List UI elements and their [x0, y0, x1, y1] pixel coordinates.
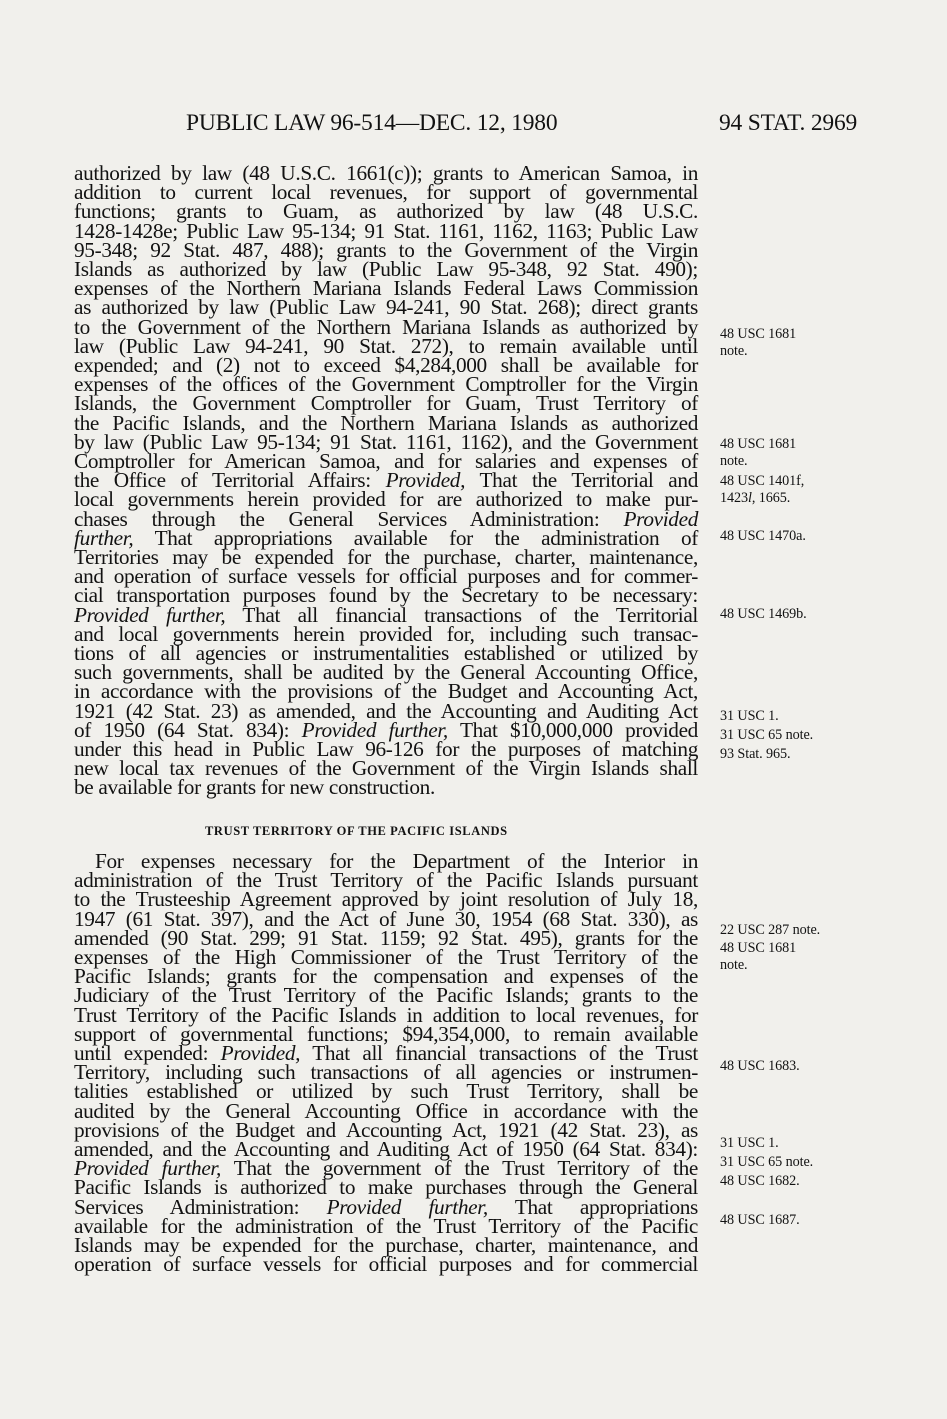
margin-note: note.: [720, 343, 748, 359]
text-line: Judiciary of the Trust Territory of the Pacific Islands; grants to the: [74, 983, 698, 1008]
text-line: to the Trusteeship Agreement approved by joint resolution of July 18,: [74, 887, 698, 912]
text-line: Services Administration: Provided further, That appropriations: [74, 1194, 698, 1219]
text-line: Islands, the Government Comptroller for Guam, Trust Territory of: [74, 391, 698, 416]
text-line: Territories may be expended for the purchase, charter, maintenance,: [74, 545, 698, 569]
margin-note: note.: [720, 957, 748, 973]
margin-note: 48 USC 1469b.: [720, 606, 807, 622]
text-line: Islands may be expended for the purchase, charter, maintenance, and: [74, 1233, 698, 1257]
text-line: expended; and (2) not to exceed $4,284,000 shall be available for: [74, 353, 698, 377]
text-line: available for the administration of the Trust Territory of the Pacific: [74, 1213, 698, 1238]
text-line: in accordance with the provisions of the Budget and Accounting Act,: [74, 679, 698, 704]
margin-note: 93 Stat. 965.: [720, 746, 791, 762]
text-line: talities established or utilized by such Trust Territory, shall be: [74, 1079, 698, 1104]
text-line: tions of all agencies or instrumentalities established or utilized by: [74, 641, 698, 665]
text-line: expenses of the Northern Mariana Islands Federal Laws Commission: [74, 276, 698, 301]
text-line: functions; grants to Guam, as authorized by law (48 U.S.C.: [74, 199, 698, 224]
text-line: Provided further, That the government of the Trust Territory of the: [74, 1156, 698, 1181]
text-line: chases through the General Services Administration: Provided: [74, 506, 698, 531]
text-line: Comptroller for American Samoa, and for salaries and expenses of: [74, 449, 698, 473]
margin-note: 31 USC 1.: [720, 1135, 779, 1151]
text-line: and operation of surface vessels for official purposes and for commer-: [74, 564, 698, 589]
text-line: Trust Territory of the Pacific Islands in addition to local revenues, for: [74, 1002, 698, 1027]
text-line: addition to current local revenues, for support of governmental: [74, 180, 698, 205]
text-line: as authorized by law (Public Law 94-241, 90 Stat. 268); direct grants: [74, 295, 698, 320]
text-line: administration of the Trust Territory of the Pacific Islands pursuant: [74, 868, 698, 893]
text-line: further, That appropriations available for the administration of: [74, 525, 698, 550]
margin-note: 48 USC 1681: [720, 436, 797, 452]
margin-note: 48 USC 1682.: [720, 1173, 800, 1189]
margin-note: 22 USC 287 note.: [720, 922, 821, 938]
margin-note: 48 USC 1687.: [720, 1212, 800, 1228]
section-heading: TRUST TERRITORY OF THE PACIFIC ISLANDS: [205, 824, 508, 838]
text-line: be available for grants for new construction.: [74, 775, 435, 800]
text-line: such governments, shall be audited by the General Accounting Office,: [74, 660, 698, 685]
text-line: until expended: Provided, That all financial transactions of the Trust: [74, 1041, 698, 1065]
text-line: by law (Public Law 95-134; 91 Stat. 1161, 1162), and the Government: [74, 429, 698, 454]
text-line: and local governments herein provided for, including such transac-: [74, 621, 698, 646]
text-line: amended (90 Stat. 299; 91 Stat. 1159; 92 Stat. 495), grants for the: [74, 925, 698, 950]
text-line: operation of surface vessels for official purposes and for commercial: [74, 1252, 698, 1277]
text-line: Territory, including such transactions of all agencies or instrumen-: [74, 1060, 698, 1085]
text-line: authorized by law (48 U.S.C. 1661(c)); grants to American Samoa, in: [74, 161, 698, 185]
text-line: 1921 (42 Stat. 23) as amended, and the Accounting and Auditing Act: [74, 698, 698, 723]
margin-note: 48 USC 1681: [720, 940, 797, 956]
margin-note: 48 USC 1681: [720, 326, 797, 342]
text-line: Pacific Islands is authorized to make purchases through the General: [74, 1175, 698, 1200]
text-line: Provided further, That all financial transactions of the Territorial: [74, 602, 698, 627]
margin-note: 1423l, 1665.: [720, 490, 791, 506]
text-line: audited by the General Accounting Office in accordance with the: [74, 1098, 698, 1123]
text-line: to the Government of the Northern Mariana Islands as authorized by: [74, 314, 698, 339]
text-line: support of governmental functions; $94,354,000, to remain available: [74, 1021, 698, 1046]
text-line: 95-348; 92 Stat. 487, 488); grants to the Government of the Virgin: [74, 237, 698, 262]
text-line: of 1950 (64 Stat. 834): Provided further, That $10,000,000 provided: [74, 717, 698, 742]
text-line: cial transportation purposes found by the Secretary to be necessary:: [74, 583, 698, 608]
text-line: under this head in Public Law 96-126 for the purposes of matching: [74, 737, 698, 761]
text-line: 1428-1428e; Public Law 95-134; 91 Stat. 1161, 1162, 1163; Public Law: [74, 218, 698, 243]
text-line: law (Public Law 94-241, 90 Stat. 272), to remain available until: [74, 333, 698, 358]
running-header: PUBLIC LAW 96-514—DEC. 12, 1980: [186, 110, 558, 136]
margin-note: 48 USC 1401f,: [720, 473, 805, 489]
text-line: amended, and the Accounting and Auditing Act of 1950 (64 Stat. 834):: [74, 1137, 698, 1161]
margin-note: 31 USC 1.: [720, 708, 779, 724]
text-line: the Pacific Islands, and the Northern Mariana Islands as authorized: [74, 410, 698, 435]
text-line: expenses of the High Commissioner of the Trust Territory of the: [74, 945, 698, 969]
text-line: For expenses necessary for the Department of the Interior in: [95, 849, 698, 873]
margin-note: note.: [720, 453, 748, 469]
statute-page-number: 94 STAT. 2969: [719, 110, 858, 136]
text-line: local governments herein provided for are authorized to make pur-: [74, 487, 698, 512]
text-line: the Office of Territorial Affairs: Provided, That the Territorial and: [74, 468, 699, 493]
text-line: provisions of the Budget and Accounting Act, 1921 (42 Stat. 23), as: [74, 1117, 698, 1142]
margin-note: 31 USC 65 note.: [720, 727, 814, 743]
margin-note: 31 USC 65 note.: [720, 1154, 814, 1170]
text-line: Islands as authorized by law (Public Law 95-348, 92 Stat. 490);: [74, 257, 698, 281]
text-line: Pacific Islands; grants for the compensation and expenses of the: [74, 964, 698, 989]
text-line: 1947 (61 Stat. 397), and the Act of June 30, 1954 (68 Stat. 330), as: [74, 906, 698, 931]
margin-note: 48 USC 1683.: [720, 1058, 800, 1074]
text-line: expenses of the offices of the Government Comptroller for the Virgin: [74, 372, 698, 397]
margin-note: 48 USC 1470a.: [720, 528, 806, 544]
text-line: new local tax revenues of the Government of the Virgin Islands shall: [74, 756, 698, 781]
